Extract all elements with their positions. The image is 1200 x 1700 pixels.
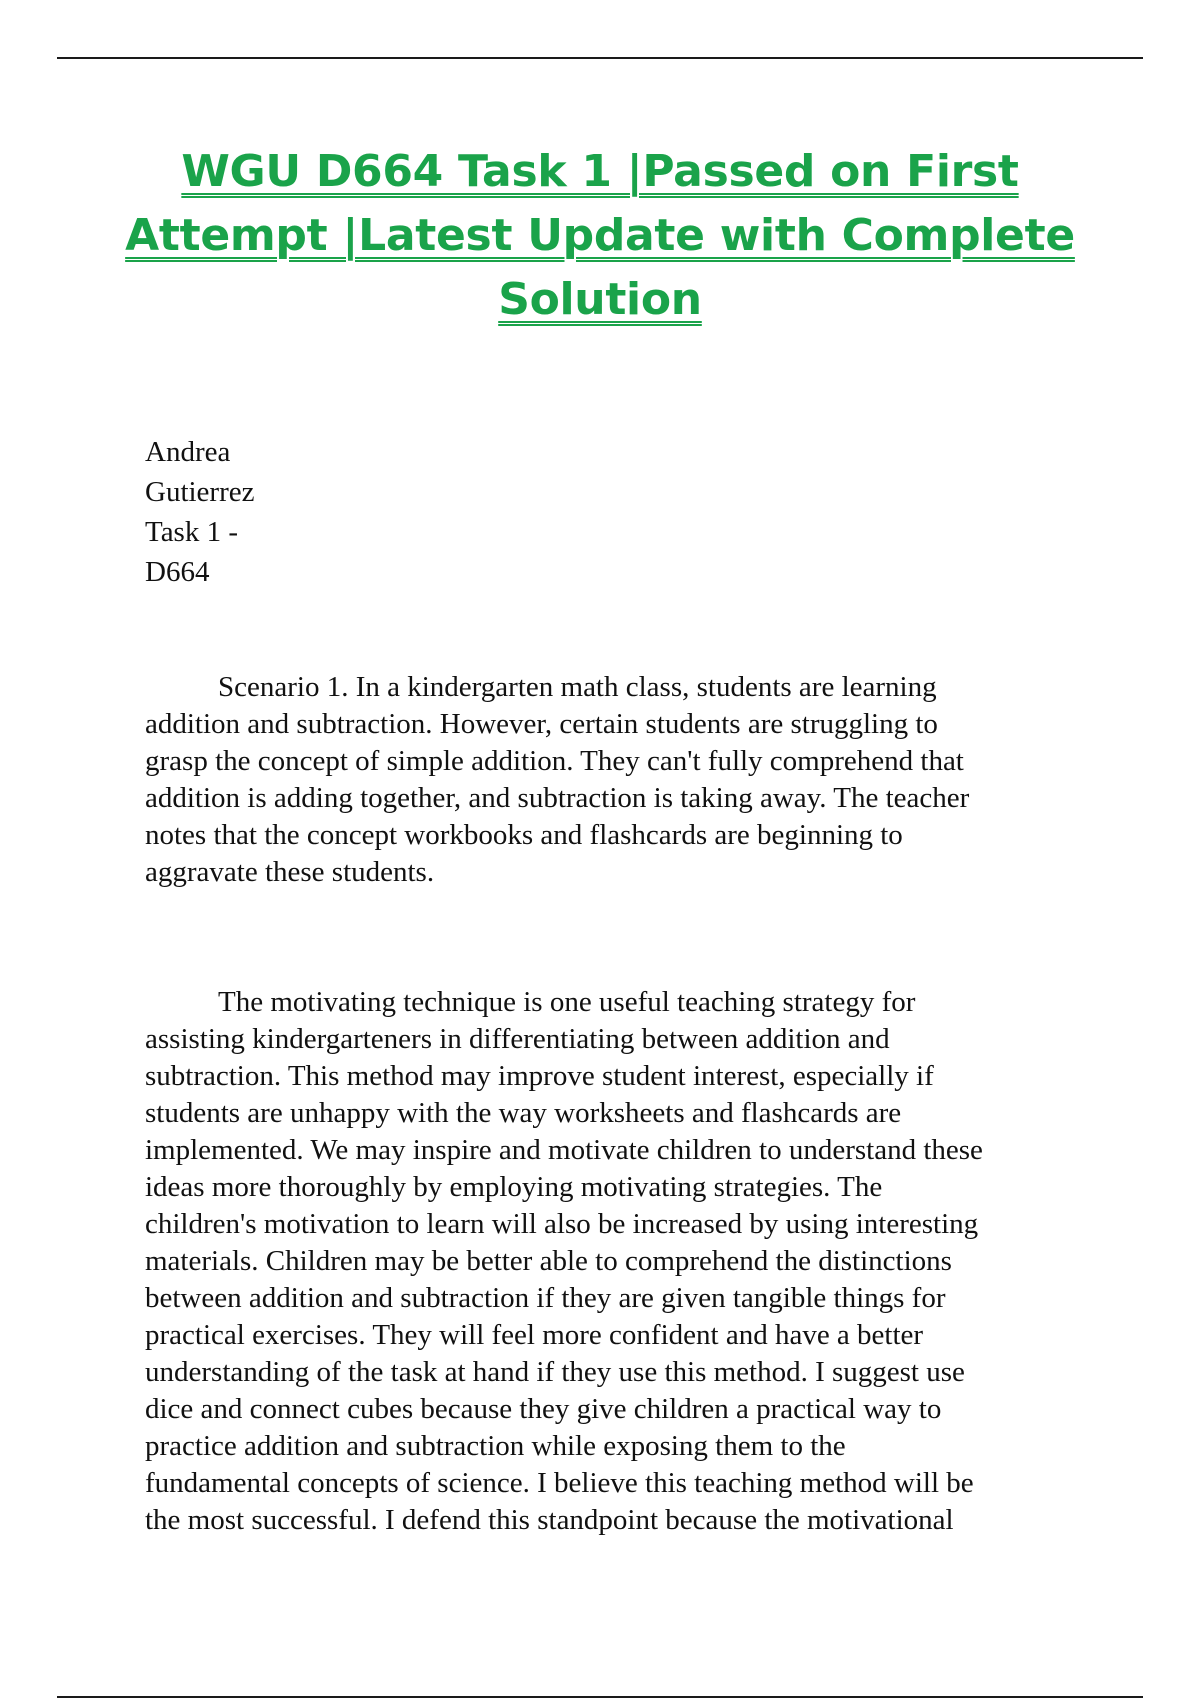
strategy-paragraph <box>145 984 1085 1539</box>
paragraph-line: Scenario 1. In a kindergarten math class, students are learning <box>218 671 937 703</box>
document-title <box>120 140 1080 332</box>
paragraph-line: practice addition and subtraction while exposing them to the <box>145 1430 846 1462</box>
top-rule <box>57 57 1143 59</box>
task-label: Task 1 - <box>145 516 239 548</box>
paragraph-line: materials. Children may be better able to comprehend the distinctions <box>145 1245 952 1277</box>
title-line: Solution <box>498 274 702 325</box>
paragraph-line: subtraction. This method may improve student interest, especially if <box>145 1060 934 1092</box>
author-last-name: Gutierrez <box>145 476 255 508</box>
paragraph-line: children's motivation to learn will also be increased by using interesting <box>145 1208 979 1240</box>
paragraph-line: between addition and subtraction if they are given tangible things for <box>145 1282 946 1314</box>
paragraph-line: addition is adding together, and subtraction is taking away. The teacher <box>145 782 970 814</box>
paragraph-line: dice and connect cubes because they give children a practical way to <box>145 1393 942 1425</box>
paragraph-line: understanding of the task at hand if they use this method. I suggest use <box>145 1356 965 1388</box>
paragraph-line: addition and subtraction. However, certain students are struggling to <box>145 708 938 740</box>
paragraph-line: implemented. We may inspire and motivate children to understand these <box>145 1134 983 1166</box>
paragraph-line: ideas more thoroughly by employing motivating strategies. The <box>145 1171 883 1203</box>
paragraph-line: the most successful. I defend this standpoint because the motivational <box>145 1504 954 1536</box>
paragraph-line: grasp the concept of simple addition. They can't fully comprehend that <box>145 745 964 777</box>
paragraph-line: notes that the concept workbooks and flashcards are beginning to <box>145 819 903 851</box>
paragraph-line: aggravate these students. <box>145 856 435 888</box>
paragraph-line: practical exercises. They will feel more confident and have a better <box>145 1319 924 1351</box>
author-first-name: Andrea <box>145 436 231 468</box>
bottom-rule <box>57 1696 1143 1698</box>
paragraph-line: assisting kindergarteners in differentiating between addition and <box>145 1023 890 1055</box>
paragraph-line: fundamental concepts of science. I believe this teaching method will be <box>145 1467 974 1499</box>
scenario-paragraph <box>145 669 1085 891</box>
paragraph-line: students are unhappy with the way worksheets and flashcards are <box>145 1097 902 1129</box>
title-line: Attempt |Latest Update with Complete <box>125 210 1075 261</box>
author-block <box>145 432 255 592</box>
title-line: WGU D664 Task 1 |Passed on First <box>181 146 1019 197</box>
paragraph-line: The motivating technique is one useful teaching strategy for <box>218 986 916 1018</box>
course-code: D664 <box>145 556 210 588</box>
